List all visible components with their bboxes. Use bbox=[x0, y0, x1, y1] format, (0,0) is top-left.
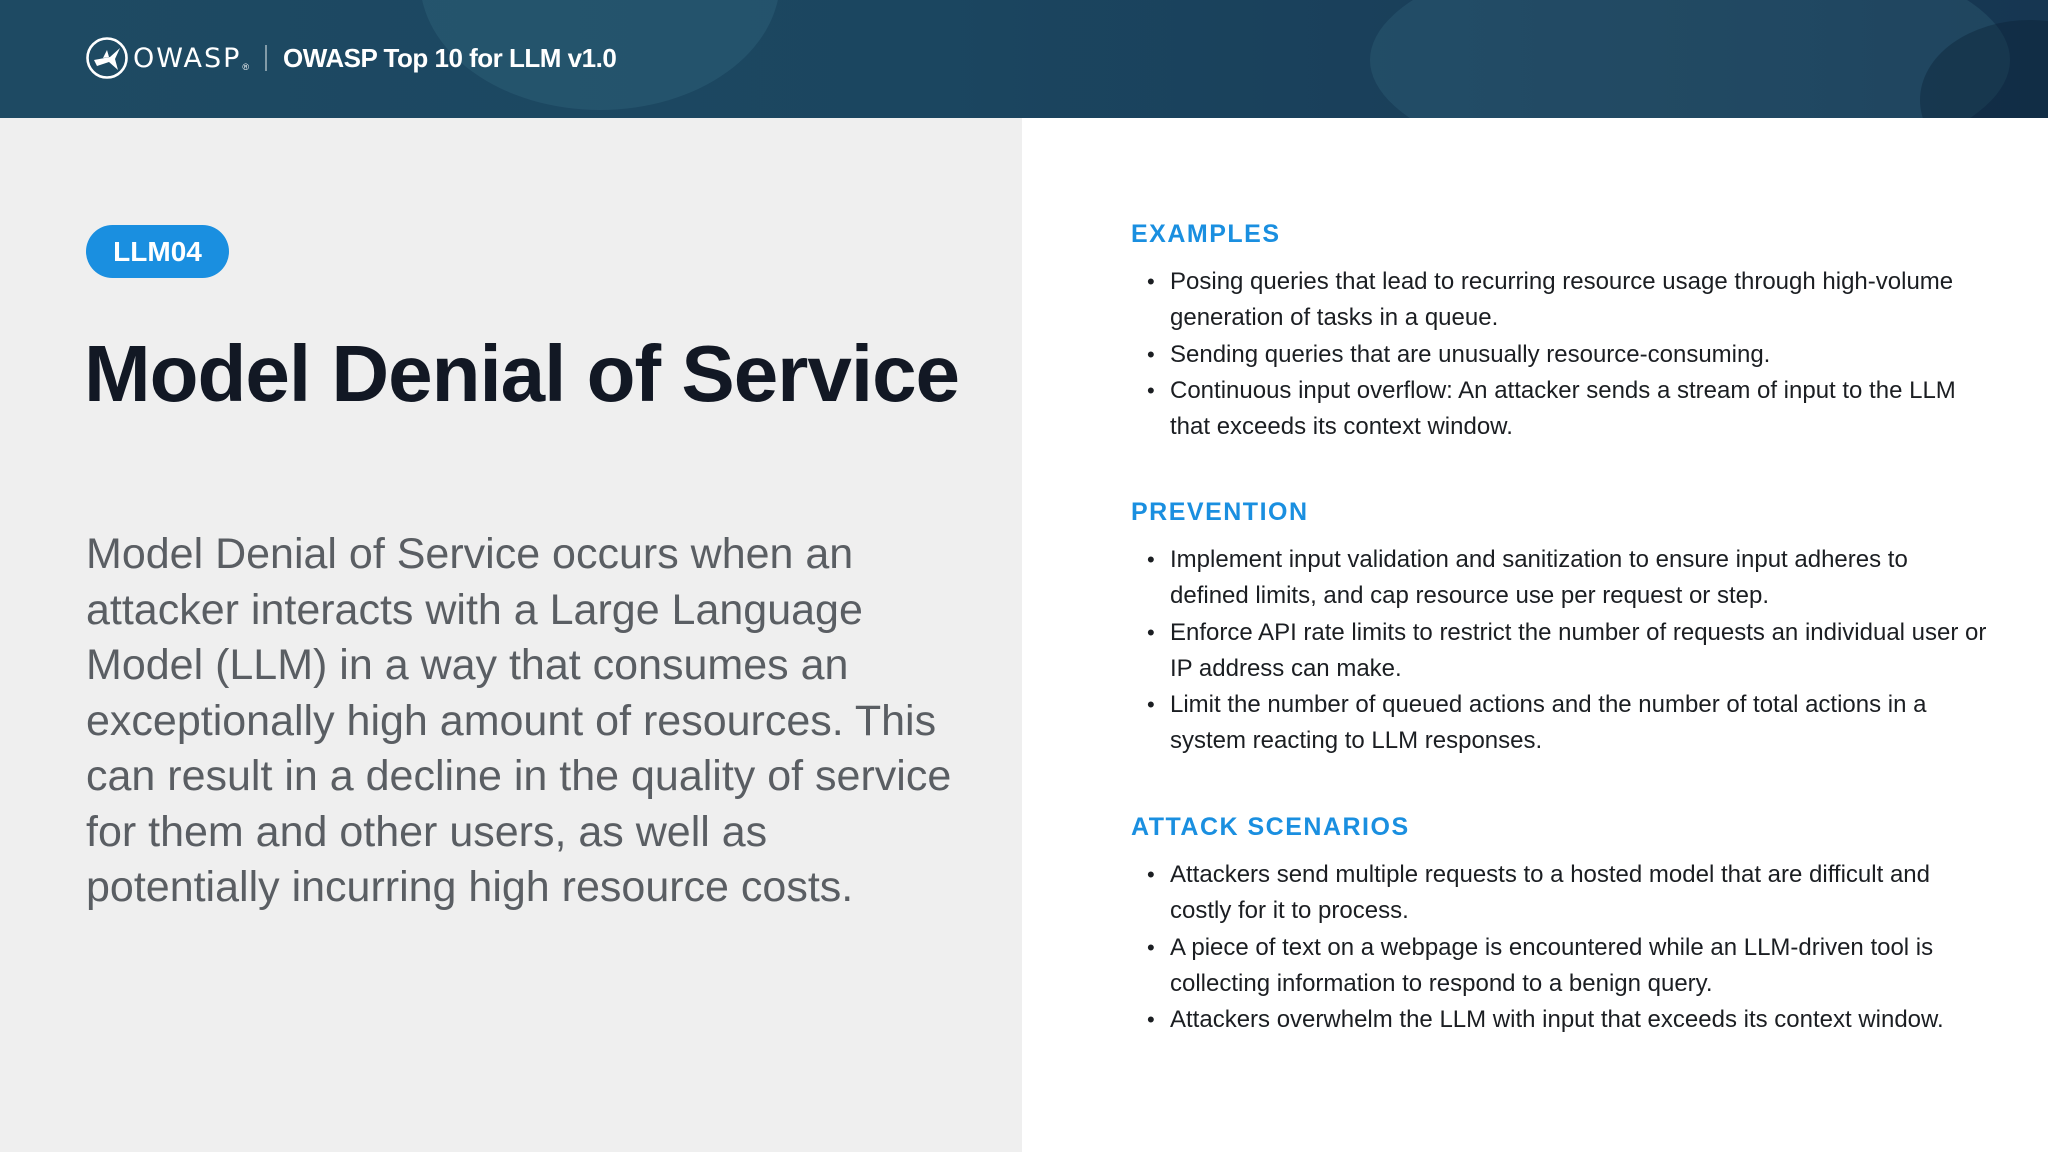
list-item: • A piece of text on a webpage is encountered while an LLM-driven tool is collecting information to respond to a benign query. bbox=[1131, 930, 1991, 1003]
attack-scenarios-list bbox=[1131, 857, 1991, 1038]
list-item: • Attackers overwhelm the LLM with input that exceeds its context window. bbox=[1131, 1002, 1991, 1038]
owasp-wasp-logo-icon bbox=[85, 36, 129, 80]
examples-heading: EXAMPLES bbox=[1131, 220, 1281, 248]
list-item: • Posing queries that lead to recurring resource usage through high-volume generation of tasks in a queue. bbox=[1131, 264, 1991, 337]
list-item: • Sending queries that are unusually resource-consuming. bbox=[1131, 337, 1991, 373]
header-decoration bbox=[1370, 0, 2010, 118]
list-item: • Limit the number of queued actions and the number of total actions in a system reacting to LLM responses. bbox=[1131, 687, 1991, 760]
header-decoration bbox=[1920, 20, 2048, 118]
header-banner bbox=[0, 0, 2048, 118]
attack-scenarios-heading: ATTACK SCENARIOS bbox=[1131, 813, 1410, 841]
brand bbox=[85, 34, 616, 82]
examples-section bbox=[1131, 216, 1991, 445]
list-item: • Attackers send multiple requests to a hosted model that are difficult and costly for it to process. bbox=[1131, 857, 1991, 930]
header-title: OWASP Top 10 for LLM v1.0 bbox=[283, 42, 617, 73]
prevention-heading: PREVENTION bbox=[1131, 498, 1309, 526]
risk-id-badge: LLM04 bbox=[86, 225, 229, 278]
page-title: Model Denial of Service bbox=[84, 329, 960, 418]
attack-scenarios-section bbox=[1131, 809, 1991, 1038]
prevention-section bbox=[1131, 494, 1991, 760]
prevention-list bbox=[1131, 542, 1991, 760]
risk-description: Model Denial of Service occurs when an attacker interacts with a Large Language Model (LLM) in a way that consumes an exceptionally high amount of resources. This can result in a decline in the quality of service for them and other users, as well as potentially incurring high resource costs. bbox=[86, 530, 952, 911]
examples-list bbox=[1131, 264, 1991, 445]
brand-divider bbox=[265, 45, 267, 71]
registered-mark: ® bbox=[242, 62, 250, 72]
list-item: • Implement input validation and sanitization to ensure input adheres to defined limits, and cap resource use per request or step. bbox=[1131, 542, 1991, 615]
list-item: • Continuous input overflow: An attacker sends a stream of input to the LLM that exceeds its context window. bbox=[1131, 373, 1991, 446]
list-item: • Enforce API rate limits to restrict the number of requests an individual user or IP address can make. bbox=[1131, 615, 1991, 688]
owasp-logo-text: OWASP bbox=[133, 42, 242, 74]
